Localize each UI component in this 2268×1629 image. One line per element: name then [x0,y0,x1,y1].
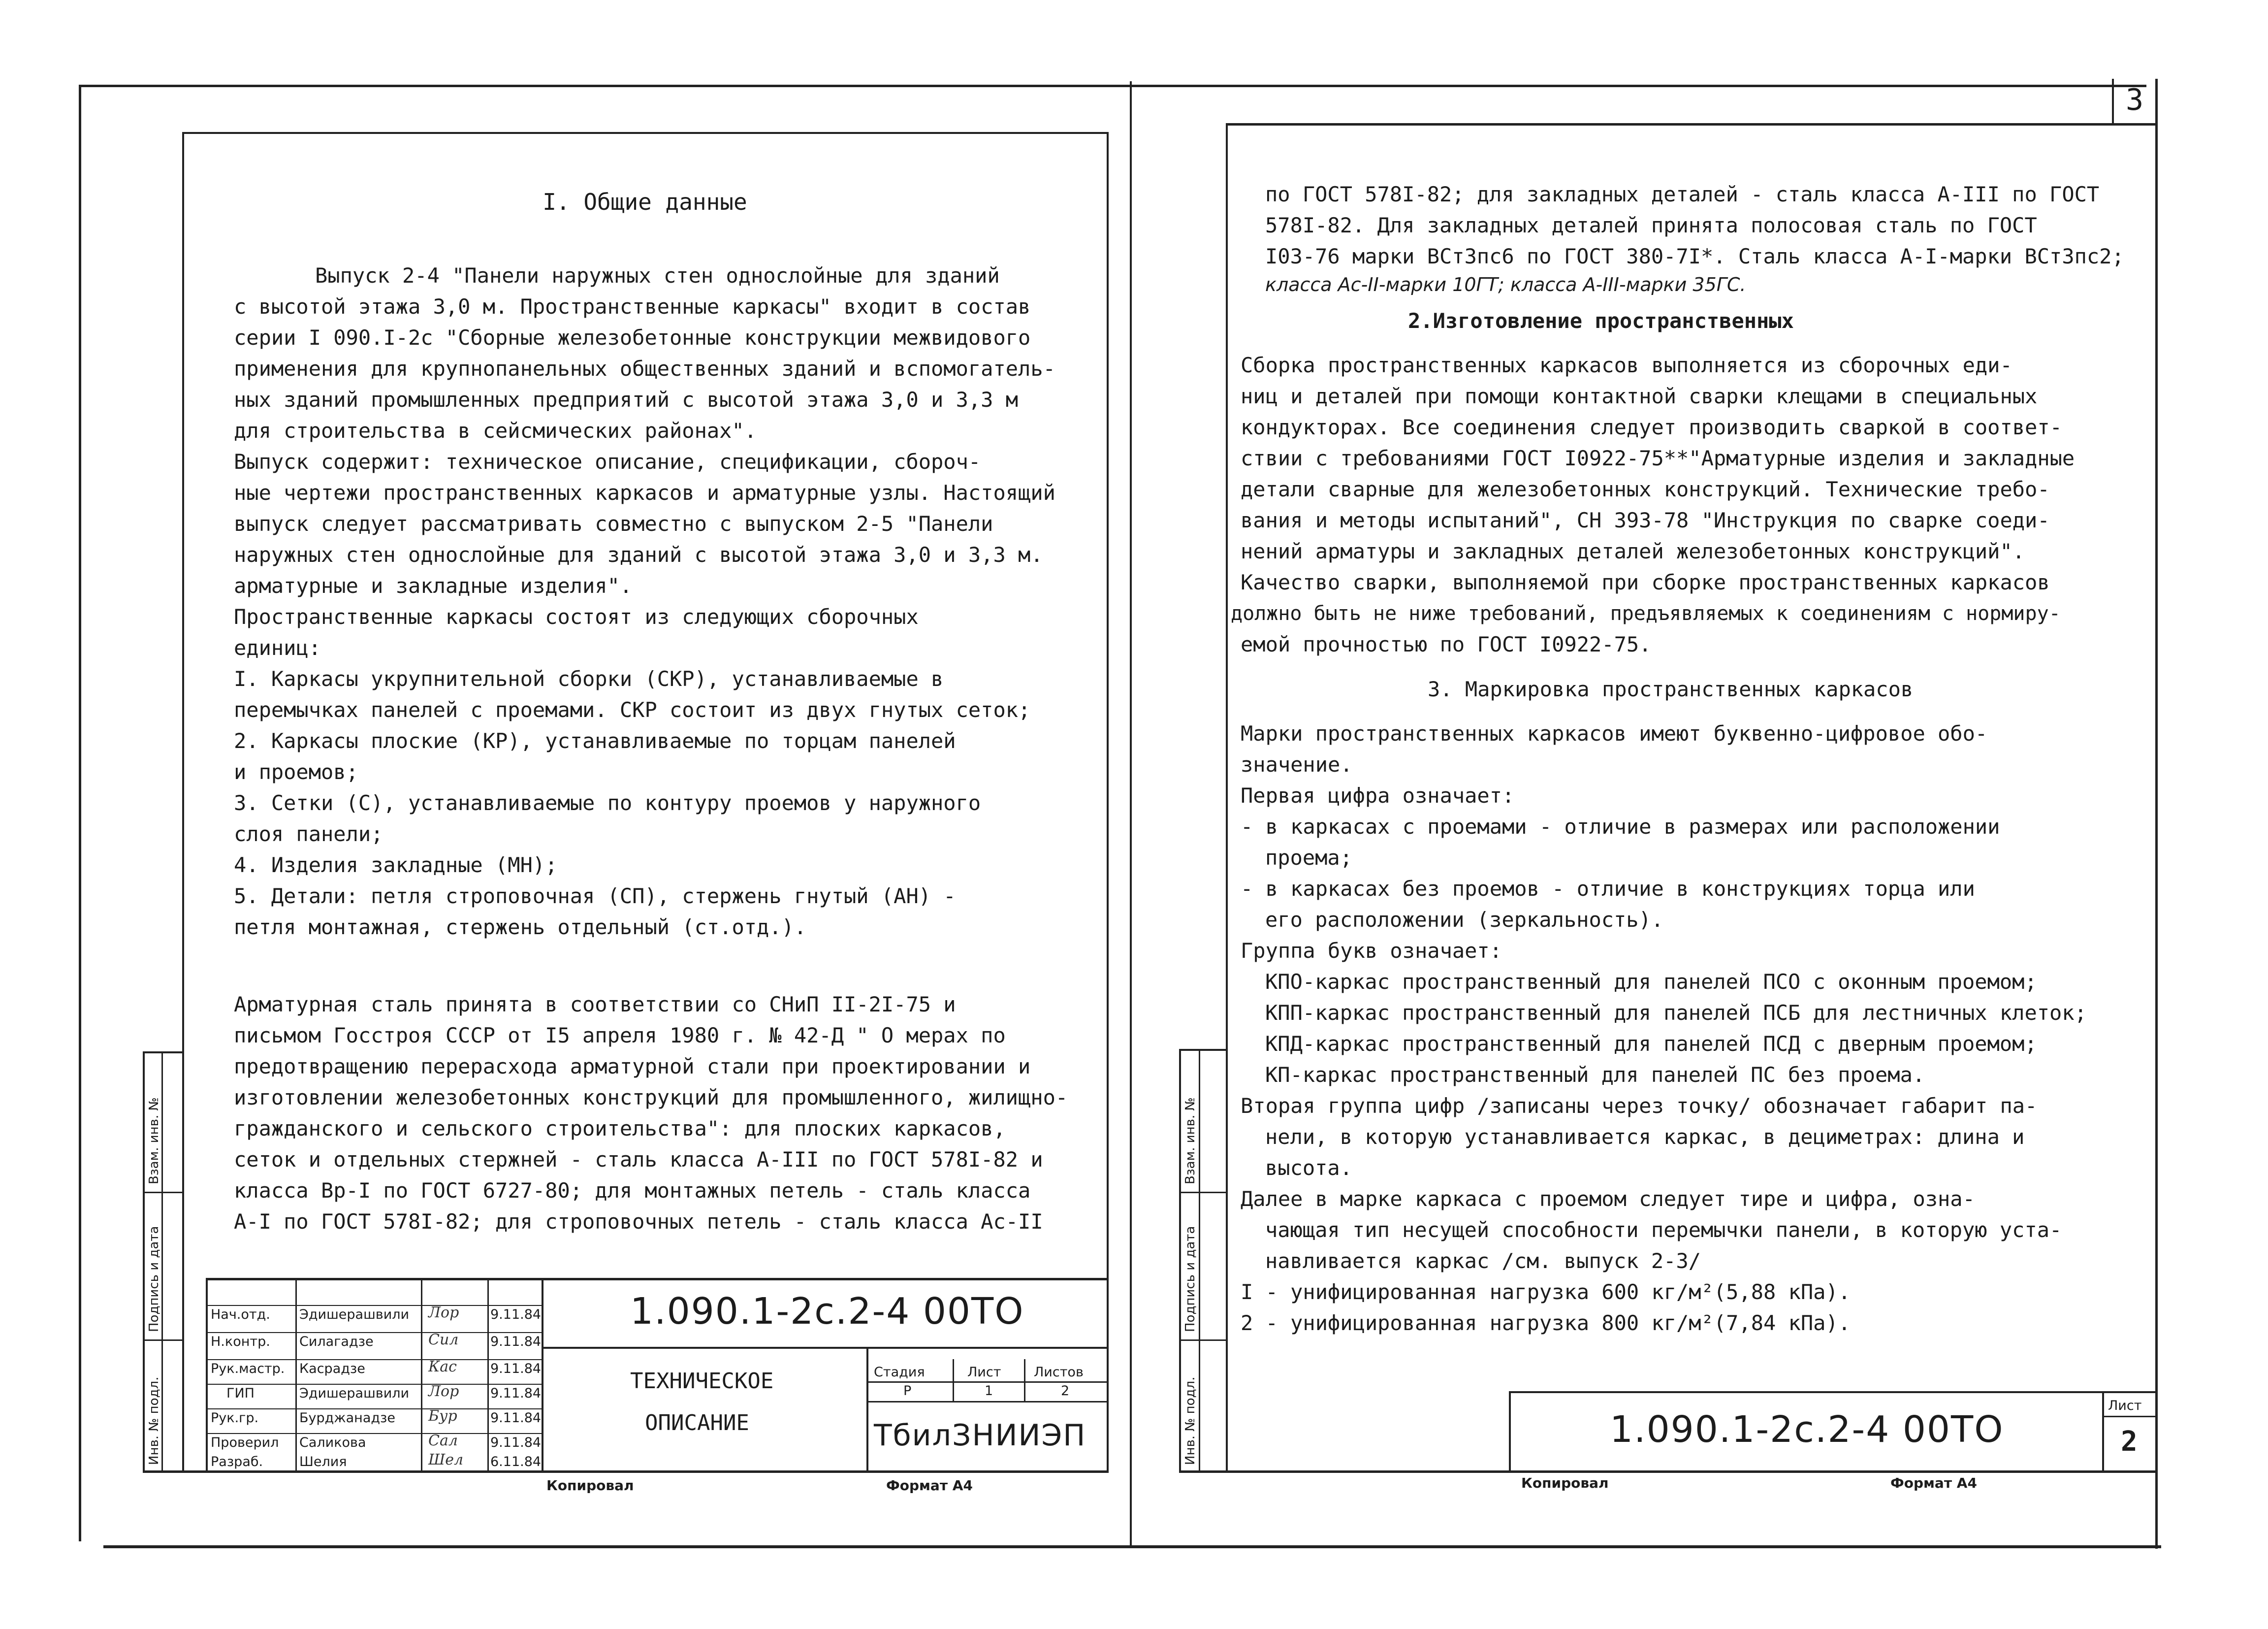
left-doc-title-line2: ОПИСАНИЕ [645,1410,749,1435]
stamp-row-line [206,1305,542,1306]
right-body-line: Первая цифра означает: [1241,783,1515,808]
strip-divider [143,1051,183,1053]
title-block-code-underline [542,1347,1108,1349]
left-body-line: применения для крупнопанельных общественных зданий и вспомогатель- [234,357,1055,381]
right-body-line: КПП-каркас пространственный для панелей ПСБ для лестничных клеток; [1265,1001,2087,1025]
side-label-inv: Инв. № подл. [147,1376,161,1465]
stamp-role: Разраб. [211,1454,263,1469]
corner-box-left [2112,79,2114,123]
left-body-line: сеток и отдельных стержней - сталь класса А-III по ГОСТ 578I-82 и [234,1147,1043,1172]
stamp-signature: Сал [428,1432,458,1449]
left-body-line: предотвращению перерасхода арматурной стали при проектировании и [234,1054,1031,1078]
stamp-date: 9.11.84 [490,1410,542,1426]
left-body-line: 2. Каркасы плоские (КР), устанавливаемые по торцам панелей [234,729,956,753]
left-body-line: класса Вр-I по ГОСТ 6727-80; для монтажных петель - сталь класса [234,1178,1031,1203]
title-block-col [953,1359,954,1401]
right-body-line: 578I-82. Для закладных деталей принята полосовая сталь по ГОСТ [1265,213,2037,237]
right-hand-note: класса Ас-II-марки 10ГТ; класса А-III-марки 35ГС. [1265,274,1746,295]
stamp-role: ГИП [226,1386,255,1401]
strip-divider [1179,1339,1226,1341]
right-body-line: должно быть не ниже требований, предъявляемых к соединениям с нормиру- [1231,602,2061,625]
left-body-line: ных зданий промышленных предприятий с высотой этажа 3,0 и 3,3 м [234,388,1019,412]
right-document-code: 1.090.1-2с.2-4 00ТО [1610,1408,2004,1451]
stamp-row-line [206,1332,542,1333]
side-label-sign-date: Подпись и дата [147,1226,161,1332]
stamp-row-line [206,1359,542,1360]
left-body-line: ные чертежи пространственных каркасов и арматурные узлы. Настоящий [234,481,1055,505]
left-body-line: слоя панели; [234,822,383,846]
left-body-line: петля монтажная, стержень отдельный (ст.отд.). [234,915,807,939]
right-body-line: Сборка пространственных каркасов выполняется из сборочных еди- [1241,353,2012,377]
corner-page-number: 3 [2126,83,2144,117]
right-body-line: - в каркасах без проемов - отличие в конструкциях торца или [1241,877,1975,901]
stamp-role: Н.контр. [211,1334,270,1349]
title-block-col [542,1278,543,1472]
strip-inner-line [161,1051,163,1472]
title-block-col [487,1278,489,1472]
stamp-name: Касрадзе [299,1361,365,1376]
right-inner-frame-right [2155,123,2157,1472]
left-inner-frame-bottom [143,1470,1109,1473]
stamp-role: Проверил [211,1435,279,1450]
stamp-name: Силагадзе [299,1334,374,1349]
right-sheet-label: Лист [2108,1398,2142,1413]
left-organization: ТбилЗНИИЭП [874,1418,1086,1453]
stamp-row-line [206,1408,542,1409]
left-body-line: арматурные и закладные изделия". [234,574,633,598]
stamp-date: 9.11.84 [490,1435,542,1450]
strip-left-edge [1179,1049,1181,1472]
stamp-signature: Бур [428,1407,457,1425]
right-body-line: его расположении (зеркальность). [1265,908,1664,932]
left-body-line: для строительства в сейсмических районах". [234,419,757,443]
right-body-line: нений арматуры и закладных деталей железобетонных конструкций". [1241,539,2025,563]
right-body-line: 2 - унифицированная нагрузка 800 кг/м²(7,84 кПа). [1241,1311,1851,1335]
right-body-line: емой прочностью по ГОСТ I0922-75. [1241,632,1652,656]
left-inner-frame-right [1107,132,1109,1471]
left-body-line: I. Каркасы укрупнительной сборки (СКР), устанавливаемые в [234,667,944,691]
left-page-heading: I. Общие данные [543,189,747,215]
right-body-line: Вторая группа цифр /записаны через точку/ обозначает габарит па- [1241,1094,2038,1118]
left-body-line: с высотой этажа 3,0 м. Пространственные каркасы" входит в состав [234,294,1031,319]
side-label-replace-inv: Взам. инв. № [147,1097,161,1184]
right-body-line: КП-каркас пространственный для панелей ПС без проема. [1265,1063,1925,1087]
stamp-col-value: 1 [985,1383,993,1399]
stamp-name: Саликова [299,1435,366,1450]
strip-divider [1179,1192,1226,1193]
stamp-row-line [206,1384,542,1385]
left-body-line: единиц: [234,636,321,660]
stamp-name: Шелия [299,1454,347,1469]
title-block-left [206,1278,208,1472]
outer-top-line [79,85,2146,87]
stamp-name: Эдишерашвили [299,1386,410,1401]
right-body-line: по ГОСТ 578I-82; для закладных деталей - сталь класса А-III по ГОСТ [1265,182,2100,206]
right-body-line: I03-76 марки ВСт3пс6 по ГОСТ 380-7I*. Сталь класса А-I-марки ВСт3пс2; [1265,244,2124,268]
right-body-line: ствии с требованиями ГОСТ I0922-75**"Арматурные изделия и закладные [1241,446,2075,470]
left-inner-frame-left [182,132,184,1471]
right-body-line: навливается каркас /см. выпуск 2-3/ [1265,1249,1701,1273]
stamp-role: Рук.гр. [211,1410,259,1426]
title-block-col [2102,1391,2104,1472]
title-block-top [1509,1391,2155,1393]
title-block-col [421,1278,422,1472]
stamp-date: 9.11.84 [490,1361,542,1376]
stamp-col-value: Р [903,1383,912,1399]
left-document-code: 1.090.1-2с.2-4 00ТО [630,1290,1024,1333]
right-body-line: нели, в которую устанавливается каркас, в дециметрах: длина и [1265,1125,2025,1149]
right-body-line: вания и методы испытаний", СН 393-78 "Инструкция по сварке соеди- [1241,508,2050,532]
right-sheet-number: 2 [2121,1426,2138,1458]
strip-inner-line [1199,1049,1200,1472]
left-body-line: Выпуск содержит: техническое описание, спецификации, сбороч- [234,450,981,474]
title-block-row [2102,1416,2155,1417]
left-body-line: Пространственные каркасы состоят из следующих сборочных [234,605,919,629]
title-block-col [295,1278,297,1472]
right-body-line: Группа букв означает: [1241,939,1502,963]
left-body-line: 3. Сетки (С), устанавливаемые по контуру проемов у наружного [234,791,981,815]
right-body-line: КПО-каркас пространственный для панелей ПСО с оконным проемом; [1265,970,2037,994]
right-body-line: проема; [1265,846,1353,870]
left-inner-frame-top [182,132,1108,134]
left-body-line: гражданского и сельского строительства": для плоских каркасов, [234,1116,1006,1140]
stamp-role: Нач.отд. [211,1307,270,1322]
stamp-signature: Лор [428,1304,459,1321]
title-block-left [1509,1391,1511,1472]
right-body-line: ниц и деталей при помощи контактной сварки клещами в специальных [1241,384,2038,408]
right-footer-copied: Копировал [1521,1475,1609,1491]
right-inner-frame-top [1226,123,2155,126]
stamp-date: 9.11.84 [490,1334,542,1349]
stamp-name: Бурджанадзе [299,1410,396,1426]
stamp-signature: Кас [428,1358,457,1375]
right-body-line: детали сварные для железобетонных конструкций. Технические требо- [1241,477,2050,501]
stamp-col-header: Стадия [874,1365,925,1380]
left-body-line: изготовлении железобетонных конструкций для промышленного, жилищно- [234,1085,1068,1109]
right-body-line: чающая тип несущей способности перемычки панели, в которую уста- [1265,1218,2062,1242]
strip-divider [143,1192,183,1193]
right-body-line: высота. [1265,1156,1353,1180]
left-body-line: Арматурная сталь принята в соответствии со СНиП II-2I-75 и [234,992,956,1016]
left-footer-copied: Копировал [546,1477,634,1494]
right-body-line: КПД-каркас пространственный для панелей ПСД с дверным проемом; [1265,1032,2037,1056]
right-heading-3: 3. Маркировка пространственных каркасов [1428,677,1914,701]
stamp-role: Рук.мастр. [211,1361,285,1376]
title-block-col [866,1347,868,1472]
stamp-date: 9.11.84 [490,1386,542,1401]
right-body-line: значение. [1241,752,1353,777]
title-block-col [1024,1359,1025,1401]
left-doc-title-line1: ТЕХНИЧЕСКОЕ [630,1368,774,1394]
stamp-name: Эдишерашвили [299,1307,410,1322]
right-inner-frame-left [1226,123,1228,1472]
left-body-line: и проемов; [234,760,358,784]
stamp-date: 6.11.84 [490,1454,542,1469]
left-footer-format: Формат А4 [886,1477,973,1494]
side-label-replace-inv: Взам. инв. № [1183,1097,1198,1184]
right-body-line: - в каркасах с проемами - отличие в размерах или расположении [1241,814,2000,839]
stamp-col-value: 2 [1061,1383,1070,1399]
left-body-line: А-I по ГОСТ 578I-82; для строповочных петель - сталь класса Ас-II [234,1209,1043,1234]
strip-divider [143,1339,183,1341]
left-body-line: наружных стен однослойные для зданий с высотой этажа 3,0 и 3,3 м. [234,543,1043,567]
outer-bottom-line [103,1545,2161,1548]
left-body-line: серии I 090.I-2с "Сборные железобетонные конструкции межвидового [234,326,1031,350]
title-block-row [866,1401,1108,1402]
stamp-signature: Шел [428,1451,464,1468]
right-footer-format: Формат А4 [1890,1475,1977,1491]
stamp-row-line [206,1433,542,1434]
stamp-date: 9.11.84 [490,1307,542,1322]
left-body-line: перемычках панелей с проемами. СКР состоит из двух гнутых сеток; [234,698,1031,722]
right-body-line: Качество сварки, выполняемой при сборке пространственных каркасов [1241,570,2050,594]
right-body-line: кондукторах. Все соединения следует производить сваркой в соответ- [1241,415,2062,439]
stamp-col-header: Лист [967,1365,1001,1380]
stamp-signature: Лор [428,1383,459,1400]
center-fold-line [1130,81,1132,1546]
left-body-line: 4. Изделия закладные (МН); [234,853,558,877]
right-body-line: Далее в марке каркаса с проемом следует тире и цифра, озна- [1241,1187,1975,1211]
strip-divider [1179,1049,1226,1051]
right-inner-frame-bottom [1179,1470,2156,1473]
side-label-inv: Инв. № подл. [1183,1376,1198,1465]
side-label-sign-date: Подпись и дата [1183,1226,1198,1332]
outer-left-line [79,86,81,1541]
left-body-line: 5. Детали: петля строповочная (СП), стержень гнутый (АН) - [234,884,956,908]
title-block-top [206,1278,1108,1280]
stamp-col-header: Листов [1034,1365,1084,1380]
right-body-line: I - унифицированная нагрузка 600 кг/м²(5,88 кПа). [1241,1280,1851,1304]
right-heading-2: 2.Изготовление пространственных [1408,309,1794,333]
left-body-line: выпуск следует рассматривать совместно с выпуском 2-5 "Панели [234,512,993,536]
left-body-line: Выпуск 2-4 "Панели наружных стен однослойные для зданий [315,263,1000,288]
left-body-line: письмом Госстроя СССР от I5 апреля 1980 г. № 42-Д " О мерах по [234,1023,1006,1047]
stamp-signature: Сил [428,1331,459,1348]
right-body-line: Марки пространственных каркасов имеют буквенно-цифровое обо- [1241,721,1988,746]
strip-left-edge [143,1051,145,1472]
